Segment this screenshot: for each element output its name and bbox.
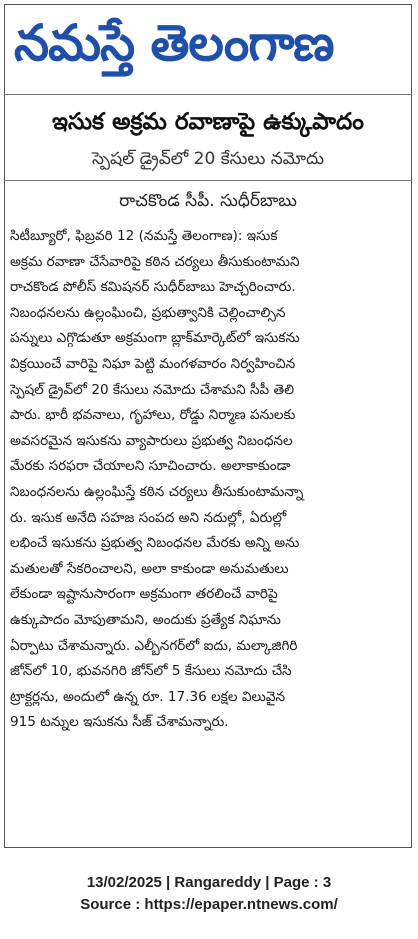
- article-body-line: 915 టన్నుల ఇసుకను సీజ్ చేశామన్నారు.: [10, 714, 229, 731]
- article-body-line: పన్నులు ఎగ్గొడుతూ అక్రమంగా బ్లాక్‌మార్కెట్‌లో ఇసుకను: [10, 330, 300, 347]
- article-body-line: మేరకు సరఫరా చేయాలని సూచించారు. అలాకాకుండా: [10, 458, 291, 475]
- article-body-line: నిబంధనలను ఉల్లంఘిస్తే కఠిన చర్యలు తీసుకుంటామన్నా: [10, 483, 304, 500]
- article-byline: రాచకొండ సీపీ. సుధీర్‌బాబు: [119, 191, 297, 211]
- article-body-line: స్పెషల్ డ్రైవ్‌లో 20 కేసులు నమోదు చేశామని సీపీ తెలి: [10, 381, 295, 398]
- article-body-line: నిబంధనలను ఉల్లంఘించి, ప్రభుత్వానికి చెల్లించాల్సిన: [10, 304, 286, 321]
- subheadline-divider: [4, 180, 412, 181]
- article-headline: ఇసుక అక్రమ రవాణాపై ఉక్కుపాదం: [52, 109, 364, 135]
- masthead-divider: [4, 94, 412, 95]
- clipping-footer: [0, 872, 418, 916]
- article-body: [10, 224, 406, 736]
- article-body-line: పారు. భారీ భవనాలు, గృహాలు, రోడ్డు నిర్మాణ పనులకు: [10, 407, 296, 424]
- newspaper-masthead: నమస్తే తెలంగాణ: [14, 13, 334, 72]
- source-info: Source : https://epaper.ntnews.com/: [80, 896, 338, 913]
- article-body-line: ఉక్కుపాదం మోపుతామని, అందుకు ప్రత్యేక నిఘాను: [10, 611, 281, 628]
- article-body-line: అక్రమ రవాణా చేసేవారిపై కఠిన చర్యలు తీసుకుంటామని: [10, 253, 300, 270]
- article-body-line: ట్రాక్టర్లను, అందులో ఉన్న రూ. 17.36 లక్షల విలువైన: [10, 688, 286, 705]
- article-body-line: ఏర్పాటు చేశామన్నారు. ఎల్బీనగర్‌లో ఐదు, మల్కాజిగిరి: [10, 637, 298, 654]
- article-body-line: సిటీబ్యూరో, ఫిబ్రవరి 12 (నమస్తే తెలంగాణ): ఇసుక: [10, 228, 278, 244]
- article-body-line: జోన్‌లో 10, భువనగిరి జోన్‌లో 5 కేసులు నమోదు చేసి: [10, 663, 292, 680]
- article-body-line: మతులతో సేకరించాలని, అలా కాకుండా అనుమతులు: [10, 560, 289, 577]
- article-body-line: విక్రయించే వారిపై నిఘా పెట్టి మంగళవారం నిర్వహించిన: [10, 355, 296, 372]
- article-body-line: రు. ఇసుక అనేది సహజ సంపద అని నదుల్లో, ఏరుల్లో: [10, 509, 287, 526]
- article-subheadline: స్పెషల్ డ్రైవ్‌లో 20 కేసులు నమోదు: [91, 149, 324, 169]
- edition-info: 13/02/2025 | Rangareddy | Page : 3: [86, 874, 332, 891]
- article-body-line: లేకుండా ఇష్టానుసారంగా అక్రమంగా తరలించే వారిపై: [10, 586, 278, 603]
- article-body-line: లభించే ఇసుకను ప్రభుత్వ నిబంధనల మేరకు అన్ని అను: [10, 535, 300, 552]
- article-body-line: రాచకొండ పోలీస్ కమిషనర్ సుధీర్‌బాబు హెచ్చరించారు.: [10, 279, 296, 296]
- article-body-line: అవసరమైన ఇసుకను వ్యాపారులు ప్రభుత్వ నిబంధనల: [10, 432, 293, 449]
